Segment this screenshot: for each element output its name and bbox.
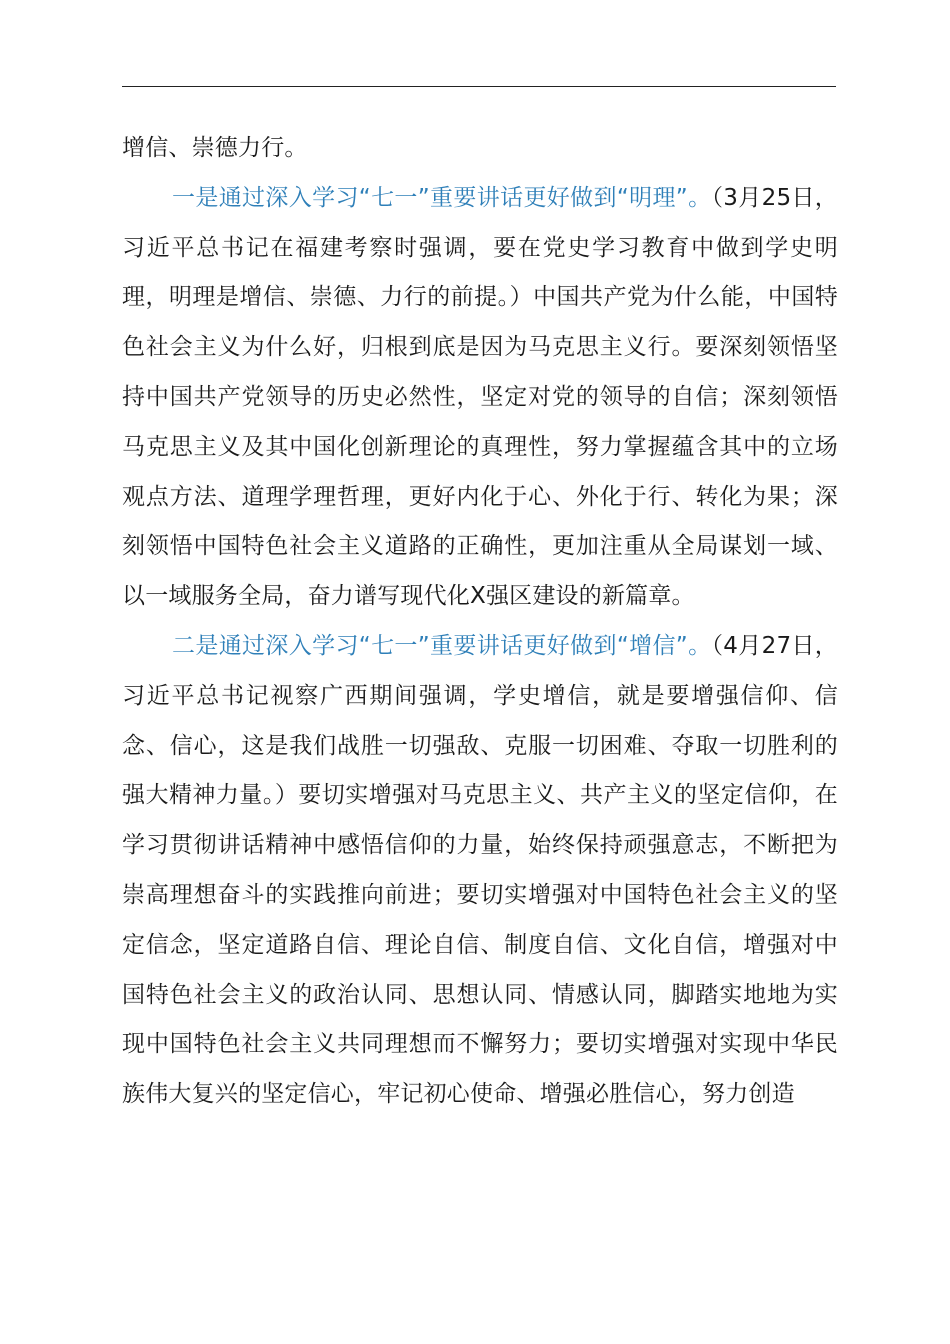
section-paragraph-1	[122, 174, 838, 622]
section-heading-1: 一是通过深入学习“七一”重要讲话更好做到“明理”。	[172, 184, 712, 211]
header-rule	[122, 86, 836, 87]
document-body	[122, 124, 838, 1120]
section-heading-2: 二是通过深入学习“七一”重要讲话更好做到“增信”。	[172, 632, 712, 659]
section-body-1: （3月25日，习近平总书记在福建考察时强调，要在党史学习教育中做到学史明理，明理是增信、崇德、力行的前提。）中国共产党为什么能，中国特色社会主义为什么好，归根到底是因为马克思主义行。要深刻领悟坚持中国共产党领导的历史必然性，坚定对党的领导的自信；深刻领悟马克思主义及其中国化创新理论的真理性，努力掌握蕴含其中的立场观点方法、道理学理哲理，更好内化于心、外化于行、转化为果；深刻领悟中国特色社会主义道路的正确性，更加注重从全局谋划一域、以一域服务全局，奋力谱写现代化X强区建设的新篇章。	[122, 184, 838, 610]
section-paragraph-2	[122, 622, 838, 1120]
section-body-2: （4月27日，习近平总书记视察广西期间强调，学史增信，就是要增强信仰、信念、信心，这是我们战胜一切强敌、克服一切困难、夺取一切胜利的强大精神力量。）要切实增强对马克思主义、共产主义的坚定信仰，在学习贯彻讲话精神中感悟信仰的力量，始终保持顽强意志，不断把为崇高理想奋斗的实践推向前进；要切实增强对中国特色社会主义的坚定信念，坚定道路自信、理论自信、制度自信、文化自信，增强对中国特色社会主义的政治认同、思想认同、情感认同，脚踏实地地为实现中国特色社会主义共同理想而不懈努力；要切实增强对实现中华民族伟大复兴的坚定信心，牢记初心使命、增强必胜信心，努力创造	[122, 632, 838, 1108]
continuation-paragraph: 增信、崇德力行。	[122, 135, 308, 161]
